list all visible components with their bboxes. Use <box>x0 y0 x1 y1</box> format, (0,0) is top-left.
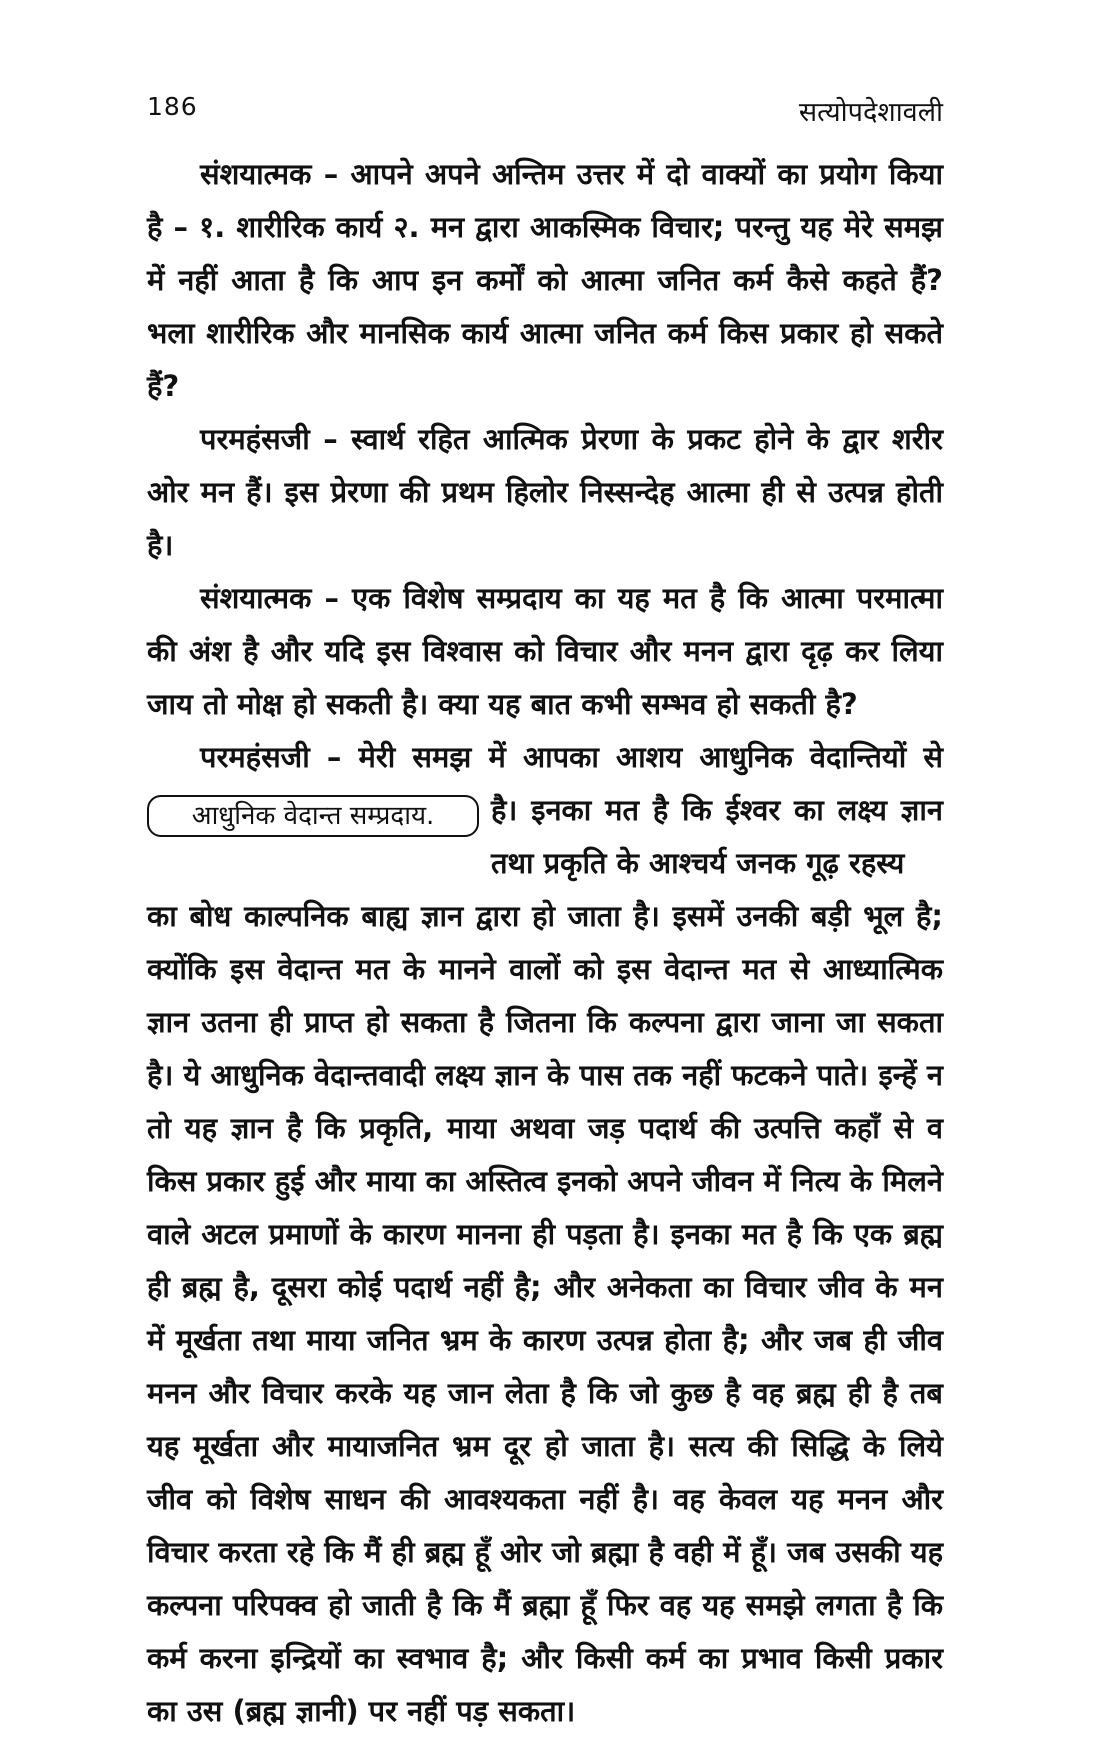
paragraph: संशयात्मक – एक विशेष सम्प्रदाय का यह मत है कि आत्मा परमात्मा की अंश है और यदि इस विश्वास को विचार और मनन द्वारा दृढ़ कर लिया जाय तो मोक्ष हो सकती है। क्या यह बात कभी सम्भव हो सकती है? <box>147 581 943 721</box>
paragraph-first-line: परमहंसजी – मेरी समझ में आपका आशय आधुनिक वेदान्तियों से <box>200 740 943 774</box>
paragraph: संशयात्मक – आपने अपने अन्तिम उत्तर में दो वाक्यों का प्रयोग किया है – १. शारीरिक कार्य २. मन द्वारा आकस्मिक विचार; परन्तु यह मेरे समझ में नहीं आता है कि आप इन कर्मों को आत्मा जनित कर्म कैसे कहते हैं? भला शारीरिक और मानसिक कार्य आत्मा जनित कर्म किस प्रकार हो सकते हैं? <box>147 157 943 403</box>
margin-note-text: आधुनिक वेदान्त सम्प्रदाय. <box>191 801 435 831</box>
paragraph: परमहंसजी – स्वार्थ रहित आत्मिक प्रेरणा के प्रकट होने के द्वार शरीर ओर मन हैं। इस प्रेरणा की प्रथम हिलोर निस्सन्देह आत्मा ही से उत्पन्न होती है। <box>147 422 943 562</box>
page-body <box>147 148 943 1738</box>
running-title: सत्योपदेशावली <box>798 97 943 128</box>
page-header <box>147 92 943 132</box>
margin-note <box>147 795 479 837</box>
paragraph-continuation: का बोध काल्पनिक बाह्य ज्ञान द्वारा हो जाता है। इसमें उनकी बड़ी भूल है; क्योंकि इस वेदान्त मत के मानने वालों को इस वेदान्त मत से आध्यात्मिक ज्ञान उतना ही प्राप्त हो सकता है जितना कि कल्पना द्वारा जाना जा सकता है। ये आधुनिक वेदान्तवादी लक्ष्य ज्ञान के पास तक नहीं फटकने पाते। इन्हें न तो यह ज्ञान है कि प्रकृति, माया अथवा जड़ पदार्थ की उत्पत्ति कहाँ से व किस प्रकार हुई और माया का अस्तित्व इनको अपने जीवन में नित्य के मिलने वाले अटल प्रमाणों के कारण मानना ही पड़ता है। इनका मत है कि एक ब्रह्म ही ब्रह्म है, दूसरा कोई पदार्थ नहीं है; और अनेकता का विचार जीव के मन में मूर्खता तथा माया जनित भ्रम के कारण उत्पन्न होता है; और जब ही जीव मनन और विचार करके यह जान लेता है कि जो कुछ है वह ब्रह्म ही है तब यह मूर्खता और मायाजनित भ्रम दूर हो जाता है। सत्य की सिद्धि के लिये जीव को विशेष साधन की आवश्यकता नहीं है। वह केवल यह मनन और विचार करता रहे कि मैं ही ब्रह्म हूँ ओर जो ब्रह्मा है वही में हूँ। जब उसकी यह कल्पना परिपक्व हो जाती है कि मैं ब्रह्मा हूँ फिर वह यह समझे लगता है कि कर्म करना इन्द्रियों का स्वभाव है; और किसी कर्म का प्रभाव किसी प्रकार का उस (ब्रह्म ज्ञानी) पर नहीं पड़ सकता। <box>147 899 943 1728</box>
paragraph-with-margin-note <box>147 731 943 890</box>
page-number: 186 <box>147 92 198 121</box>
paragraph-side-text: है। इनका मत है कि ईश्वर का लक्ष्य ज्ञान तथा प्रकृति के आश्चर्य जनक गूढ़ रहस्य <box>491 793 943 880</box>
